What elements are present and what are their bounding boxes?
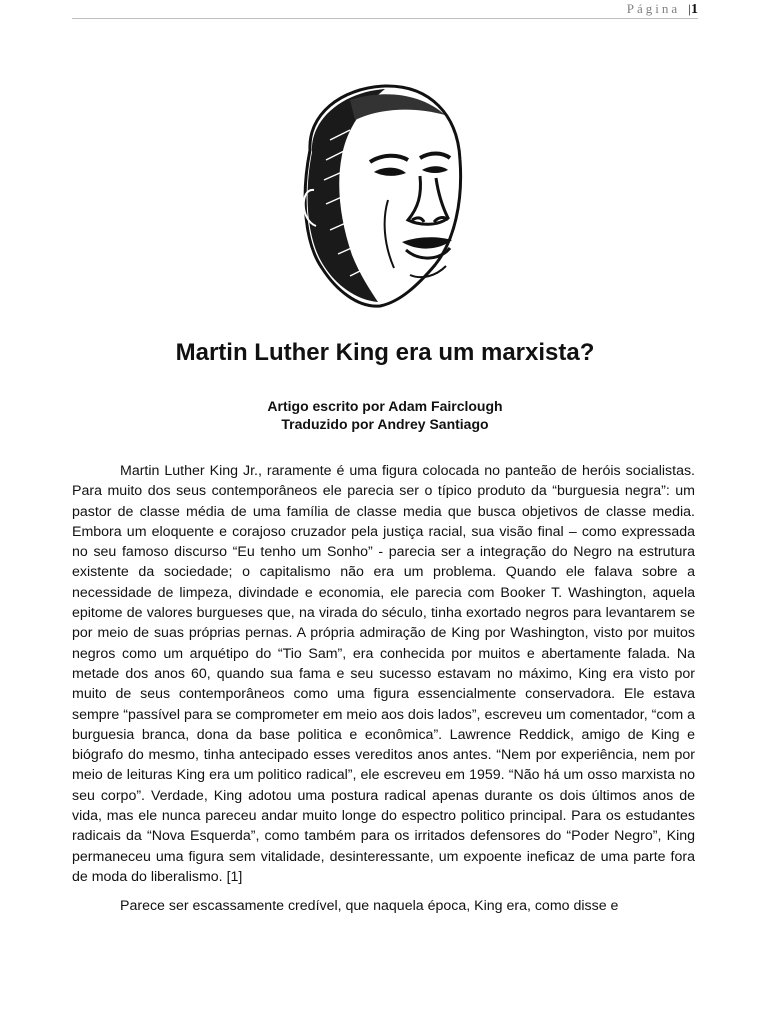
paragraph: Martin Luther King Jr., raramente é uma figura colocada no panteão de heróis socialistas. Para muito dos seus contemporâneos ele parecia ser o típico produto da “burguesia negra”: um pastor de classe média de uma família de classe media que busca objetivos de classe media. Embora um eloquente e corajoso cruzador pela justiça racial, sua visão final – como expressada no seu famoso discurso “Eu tenho um Sonho” - parecia ser a integração do Negro na estrutura existente da sociedade; o capitalismo não era um problema. Quando ele falava sobre a necessidade de limpeza, divindade e economia, ele parecia com Booker T. Washington, aquela epitome de valores burgueses que, na virada do século, tinha exortado negros para levantarem se por meio de suas próprias pernas. A própria admiração de King por Washington, visto por muitos negros como um arquétipo do “Tio Sam”, era conhecida por muitos e abertamente falada. Na metade dos anos 60, quando sua fama e seu sucesso estavam no máximo, King era visto por muito de seus contemporâneos como uma figura essencialmente conservadora. Ele estava sempre “passível para se comprometer em meio aos dois lados”, escreveu um comentador, “com a burguesia branca, dona da base politica e econômica”. Lawrence Reddick, amigo de King e biógrafo do mesmo, tinha antecipado esses vereditos anos antes. “Nem por experiência, nem por meio de leituras King era um politico radical”, ele escreveu em 1959. “Não há um osso marxista no seu corpo”. Verdade, King adotou uma postura radical apenas durante os dois últimos anos de vida, mas ele nunca pareceu andar muito longe do espectro politico principal. Para os estudantes radicais da “Nova Esquerda”, como também para os irritados defensores do “Poder Negro”, King permaneceu uma figura sem vitalidade, desinteressante, um expoente ineficaz de uma parte fora de moda do liberalismo. [1]: [72, 463, 695, 885]
portrait-illustration: [270, 80, 470, 308]
article-body: [72, 461, 695, 926]
page-number-label: [627, 1, 698, 18]
translator-line: Traduzido por Andrey Santiago: [281, 416, 489, 432]
page-separator: |: [688, 1, 691, 16]
page-number: 1: [691, 2, 698, 17]
author-line: Artigo escrito por Adam Fairclough: [267, 398, 503, 414]
portrait-illustration-icon: [270, 80, 470, 308]
byline: [72, 397, 698, 433]
page-label: Página: [626, 1, 681, 16]
paragraph: Parece ser escassamente credível, que naquela época, King era, como disse e: [120, 898, 619, 915]
page-header: [72, 0, 698, 19]
article-title: Martin Luther King era um marxista?: [175, 339, 595, 366]
